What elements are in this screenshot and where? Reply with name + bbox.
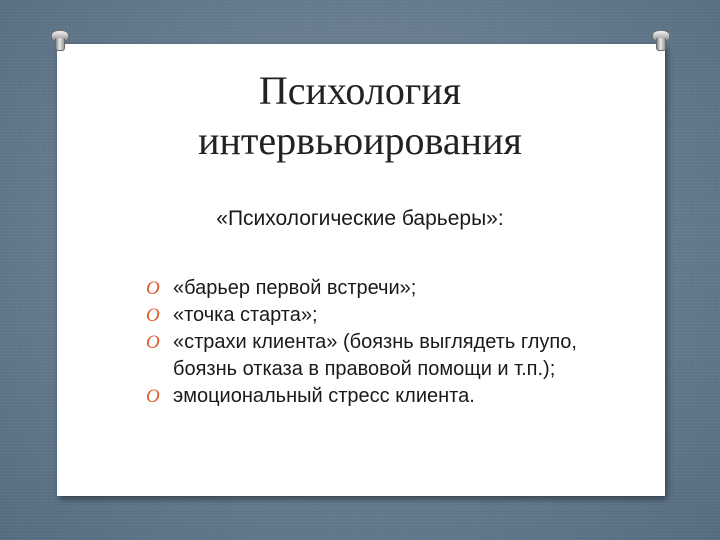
pushpin-icon-left bbox=[50, 30, 68, 52]
bullet-text: эмоциональный стресс клиента. bbox=[173, 385, 475, 407]
bullet-marker-icon: O bbox=[146, 278, 160, 299]
slide-subtitle: «Психологические барьеры»: bbox=[216, 207, 504, 230]
bullet-list bbox=[146, 275, 606, 410]
slide-title-line-2: интервьюирования bbox=[198, 118, 522, 163]
pushpin-icon-right bbox=[651, 30, 669, 52]
bullet-marker-icon: O bbox=[146, 305, 160, 326]
bullet-item bbox=[146, 275, 606, 302]
bullet-item bbox=[146, 329, 606, 383]
bullet-text: «точка старта»; bbox=[173, 304, 318, 326]
bullet-marker-icon: O bbox=[146, 386, 160, 407]
bullet-text: «барьер первой встречи»; bbox=[173, 277, 417, 299]
bullet-text: «страхи клиента» (боязнь выглядеть глупо, боязнь отказа в правовой помощи и т.п.); bbox=[173, 331, 577, 380]
slide-title bbox=[0, 66, 720, 166]
bullet-marker-icon: O bbox=[146, 332, 160, 353]
bullet-item bbox=[146, 302, 606, 329]
bullet-item bbox=[146, 383, 606, 410]
slide-title-line-1: Психология bbox=[258, 68, 462, 113]
